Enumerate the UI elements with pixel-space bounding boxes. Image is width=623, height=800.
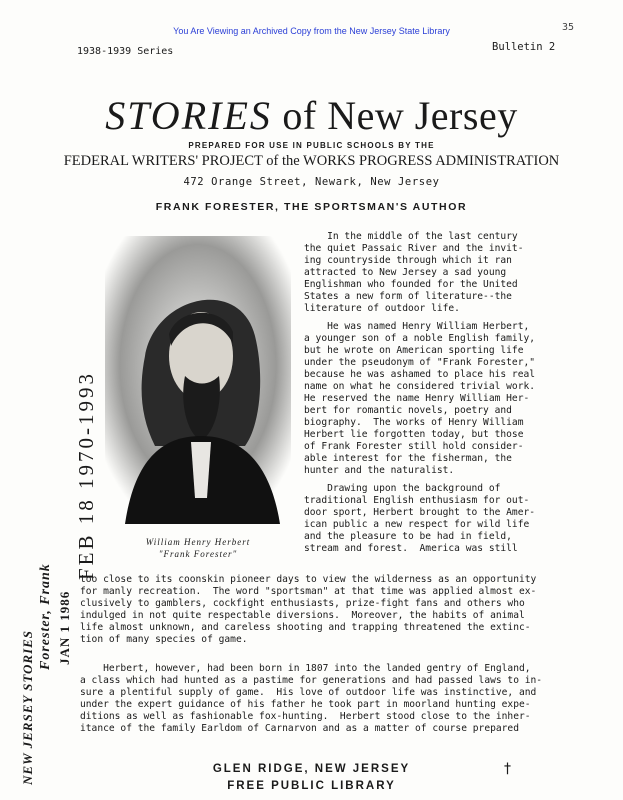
full-width-paragraph-1	[80, 574, 536, 646]
text-line: under the pseudonym of "Frank Forester,"	[304, 357, 536, 368]
portrait-caption	[105, 536, 291, 560]
text-line: hunter and the naturalist.	[304, 465, 455, 476]
text-line: bert for romantic novels, poetry and	[304, 405, 512, 416]
title-italic: STORIES	[105, 93, 272, 138]
masthead-title	[0, 92, 623, 139]
text-line: life almost unknown, and careless shooting and trapping threatened the extinc-	[80, 622, 531, 633]
bulletin-label: Bulletin 2	[492, 41, 556, 53]
text-line: and the pleasure to be had in field,	[304, 531, 512, 542]
text-line: under the expert guidance of his father he took part in moorland hunting expe-	[80, 699, 531, 710]
text-line: ing countryside through which it ran	[304, 255, 512, 266]
text-line: tion of many species of game.	[80, 634, 248, 645]
corner-mark: 35	[562, 22, 575, 33]
caption-pseudonym: "Frank Forester"	[158, 549, 238, 559]
stamp-date: JAN 1 1986	[57, 590, 72, 665]
text-line: clusively to gamblers, cockfight enthusiasts, prize-fight fans and others who	[80, 598, 525, 609]
text-line: Englishman who founded for the United	[304, 279, 518, 290]
text-line: sure a plentiful supply of game. His love of outdoor life was instinctive, and	[80, 687, 537, 698]
text-line: attracted to New Jersey a sad young	[304, 267, 507, 278]
series-label: 1938-1939 Series	[77, 46, 174, 57]
archive-banner: You Are Viewing an Archived Copy from the New Jersey State Library	[173, 26, 450, 36]
text-line: biography. The works of Henry William	[304, 417, 524, 428]
library-stamp-line1: GLEN RIDGE, NEW JERSEY	[212, 763, 411, 775]
title-rest: of New Jersey	[282, 93, 518, 138]
text-line: itance of the family Earldom of Carnarvon and as a matter of course prepared	[80, 723, 519, 734]
article-subtitle: FRANK FORESTER, THE SPORTSMAN'S AUTHOR	[155, 201, 468, 213]
text-line: of Frank Forester still hold consider-	[304, 441, 524, 452]
text-line: indulged in not quite respectable diversions. Moreover, the habits of animal	[80, 610, 525, 621]
text-line: Herbert lie forgotten today, but those	[304, 429, 524, 440]
caption-name: William Henry Herbert	[145, 537, 251, 547]
full-width-paragraph-2	[80, 663, 542, 735]
text-line: stream and forest. America was still	[304, 543, 518, 554]
address-line: 472 Orange Street, Newark, New Jersey	[183, 176, 440, 188]
text-line: traditional English enthusiasm for out-	[304, 495, 530, 506]
text-line: name on what he considered trivial work.	[304, 381, 536, 392]
text-line: a younger son of a noble English family,	[304, 333, 536, 344]
text-line: too close to its coonskin pioneer days to view the wilderness as an opportunity	[80, 574, 537, 585]
text-line: the quiet Passaic River and the invit-	[304, 243, 524, 254]
stamp-subject: Forester, Frank	[38, 563, 53, 670]
text-line: but he wrote on American sporting life	[304, 345, 524, 356]
fwp-line: FEDERAL WRITERS' PROJECT of the WORKS PROGRESS ADMINISTRATION	[63, 153, 560, 169]
text-line: door sport, Herbert brought to the Amer-	[304, 507, 536, 518]
prepared-line: PREPARED FOR USE IN PUBLIC SCHOOLS BY THE	[188, 141, 435, 150]
text-line: In the middle of the last century	[304, 231, 518, 242]
text-line: for manly recreation. The word "sportsman" at that time was applied almost ex-	[80, 586, 537, 597]
stamp-range: FEB 18 1970-1993	[74, 370, 98, 580]
text-line: Drawing upon the background of	[304, 483, 501, 494]
portrait-image	[105, 236, 291, 524]
text-line: He reserved the name Henry William Her-	[304, 393, 530, 404]
text-line: ditions as well as fashionable fox-hunting. Herbert stood close to the inher-	[80, 711, 531, 722]
text-line: literature of outdoor life.	[304, 303, 460, 314]
text-line: a class which had hunted as a pastime for generations and had passed laws to in-	[80, 675, 543, 686]
text-line: ican public a new respect for wild life	[304, 519, 530, 530]
library-stamp-line2: FREE PUBLIC LIBRARY	[227, 780, 396, 792]
text-line: able interest for the fisherman, the	[304, 453, 512, 464]
dagger-mark: †	[504, 761, 511, 777]
text-line: because he was ashamed to place his real	[304, 369, 536, 380]
text-line: States a new form of literature--the	[304, 291, 512, 302]
text-line: He was named Henry William Herbert,	[304, 321, 530, 332]
right-column	[304, 231, 535, 555]
stamp-collection: NEW JERSEY STORIES	[20, 629, 35, 785]
text-line: Herbert, however, had been born in 1807 into the landed gentry of England,	[80, 663, 531, 674]
